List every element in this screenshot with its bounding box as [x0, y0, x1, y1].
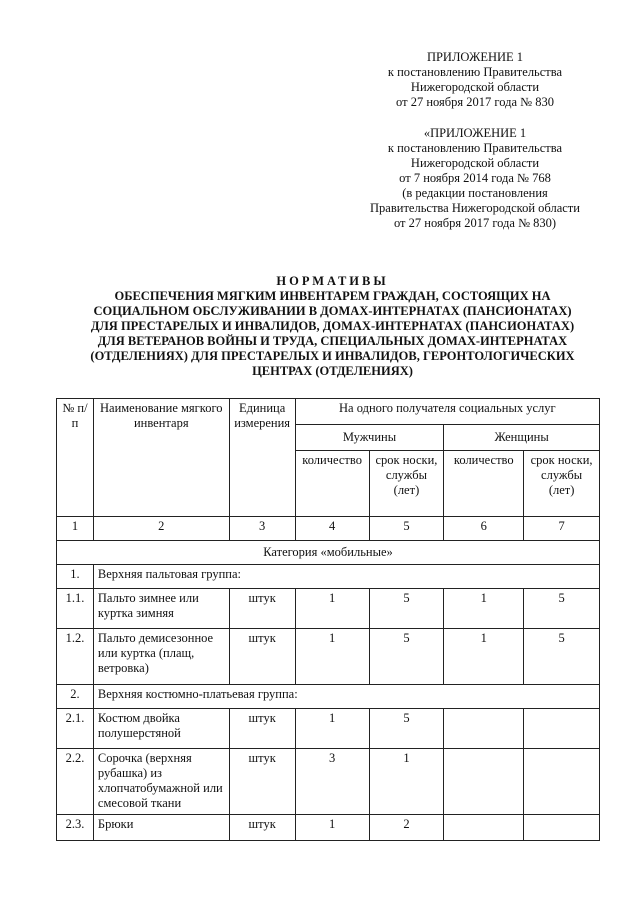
header-name: Наименование мягкого инвентаря: [93, 399, 229, 517]
group-num: 2.: [57, 685, 94, 709]
document-heading: [40, 274, 625, 379]
heading-line: ЦЕНТРАХ (ОТДЕЛЕНИЯХ): [252, 364, 413, 378]
row-unit: штук: [229, 709, 295, 749]
heading-line: (ОТДЕЛЕНИЯХ) ДЛЯ ПРЕСТАРЕЛЫХ И ИНВАЛИДОВ, ГЕРОНТОЛОГИЧЕСКИХ: [90, 349, 575, 363]
appendix-line: от 27 ноября 2017 года № 830): [393, 216, 557, 230]
table-row: [57, 749, 600, 815]
header-men: Мужчины: [295, 425, 444, 451]
appendix-line: (в редакции постановления: [402, 186, 548, 200]
row-unit: штук: [229, 815, 295, 841]
row-men-qty: 1: [295, 815, 369, 841]
header-qty-men: количество: [295, 451, 369, 517]
row-women-term: 5: [524, 629, 600, 685]
header-term-women: срок носки, службы (лет): [524, 451, 600, 517]
row-women-qty: [444, 749, 524, 815]
header-per-recipient: На одного получателя социальных услуг: [295, 399, 599, 425]
appendix-line: к постановлению Правительства: [387, 141, 563, 155]
appendix-line: Нижегородской области: [410, 156, 540, 170]
category-row: Категория «мобильные»: [57, 541, 600, 565]
row-men-term: 1: [369, 749, 444, 815]
row-name: Сорочка (верхняя рубашка) из хлопчатобумажной или смесовой ткани: [93, 749, 229, 815]
group-row: [57, 685, 600, 709]
appendix-line: Правительства Нижегородской области: [370, 201, 580, 215]
heading-line: ДЛЯ ПРЕСТАРЕЛЫХ И ИНВАЛИДОВ, ДОМАХ-ИНТЕРНАТАХ (ПАНСИОНАТАХ): [90, 319, 575, 333]
col-number: 7: [524, 517, 600, 541]
row-unit: штук: [229, 589, 295, 629]
row-unit: штук: [229, 749, 295, 815]
row-men-term: 5: [369, 709, 444, 749]
norms-table: [56, 398, 600, 841]
group-row: [57, 565, 600, 589]
header-term-men: срок носки, службы (лет): [369, 451, 444, 517]
row-num: 2.1.: [57, 709, 94, 749]
row-name: Костюм двойка полушерстяной: [93, 709, 229, 749]
heading-line: ОБЕСПЕЧЕНИЯ МЯГКИМ ИНВЕНТАРЕМ ГРАЖДАН, СОСТОЯЩИХ НА: [114, 289, 551, 303]
row-men-term: 5: [369, 589, 444, 629]
row-name: Пальто демисезонное или куртка (плащ, ветровка): [93, 629, 229, 685]
col-number: 2: [93, 517, 229, 541]
row-men-qty: 1: [295, 709, 369, 749]
row-num: 2.3.: [57, 815, 94, 841]
appendix-line: от 7 ноября 2014 года № 768: [399, 171, 551, 185]
column-number-row: [57, 517, 600, 541]
row-women-term: [524, 815, 600, 841]
appendix-line: к постановлению Правительства: [387, 65, 563, 79]
row-men-term: 5: [369, 629, 444, 685]
row-name: Брюки: [93, 815, 229, 841]
row-men-qty: 1: [295, 589, 369, 629]
group-num: 1.: [57, 565, 94, 589]
appendix-note-2: [355, 126, 595, 231]
col-number: 6: [444, 517, 524, 541]
table-row: [57, 589, 600, 629]
row-women-qty: [444, 815, 524, 841]
table-row: [57, 709, 600, 749]
col-number: 3: [229, 517, 295, 541]
row-women-qty: 1: [444, 589, 524, 629]
row-name: Пальто зимнее или куртка зимняя: [93, 589, 229, 629]
row-men-qty: 1: [295, 629, 369, 685]
group-name: Верхняя пальтовая группа:: [93, 565, 599, 589]
row-men-term: 2: [369, 815, 444, 841]
appendix-note-1: [360, 50, 590, 110]
row-num: 2.2.: [57, 749, 94, 815]
table-row: [57, 629, 600, 685]
header-num: № п/п: [57, 399, 94, 517]
document-title: НОРМАТИВЫ: [276, 274, 389, 288]
table-row: [57, 815, 600, 841]
heading-line: ДЛЯ ВЕТЕРАНОВ ВОЙНЫ И ТРУДА, СПЕЦИАЛЬНЫХ ДОМАХ-ИНТЕРНАТАХ: [97, 334, 568, 348]
appendix-line: Нижегородской области: [410, 80, 540, 94]
row-num: 1.2.: [57, 629, 94, 685]
col-number: 1: [57, 517, 94, 541]
appendix-line: «ПРИЛОЖЕНИЕ 1: [423, 126, 527, 140]
row-num: 1.1.: [57, 589, 94, 629]
row-women-term: [524, 749, 600, 815]
col-number: 4: [295, 517, 369, 541]
heading-line: СОЦИАЛЬНОМ ОБСЛУЖИВАНИИ В ДОМАХ-ИНТЕРНАТАХ (ПАНСИОНАТАХ): [93, 304, 572, 318]
group-name: Верхняя костюмно-платьевая группа:: [93, 685, 599, 709]
appendix-line: от 27 ноября 2017 года № 830: [396, 95, 554, 109]
header-qty-women: количество: [444, 451, 524, 517]
row-women-term: 5: [524, 589, 600, 629]
row-unit: штук: [229, 629, 295, 685]
header-unit: Единица измерения: [229, 399, 295, 517]
row-women-term: [524, 709, 600, 749]
header-women: Женщины: [444, 425, 600, 451]
col-number: 5: [369, 517, 444, 541]
appendix-line: ПРИЛОЖЕНИЕ 1: [426, 50, 524, 64]
row-men-qty: 3: [295, 749, 369, 815]
row-women-qty: 1: [444, 629, 524, 685]
row-women-qty: [444, 709, 524, 749]
